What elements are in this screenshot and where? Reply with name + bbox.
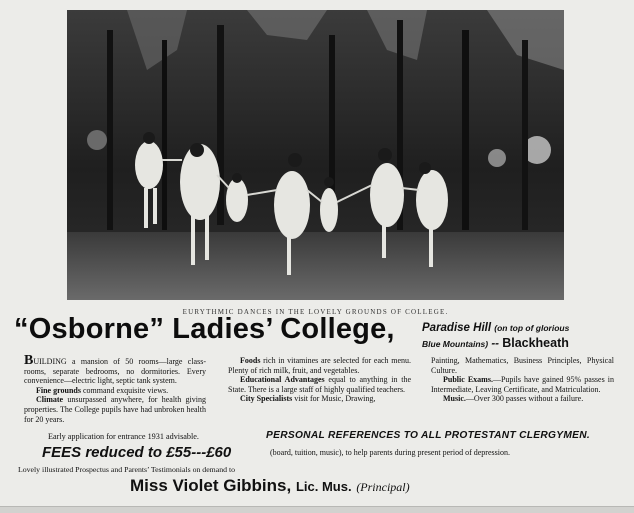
climate-text: unsurpassed anywhere, for health giving properties. The College pupils have had unbroken health for 20 years.	[24, 395, 206, 424]
exams-label: Public Exams.	[443, 375, 493, 385]
page-bottom-edge	[0, 506, 634, 513]
music-paragraph	[431, 394, 614, 404]
foods-text: rich in vitamines are selected for each menu. Plenty of rich milk, fruit, and vegetables.	[228, 356, 411, 375]
grounds-text: command exquisite views.	[80, 385, 169, 395]
location-note-1: (on top of glorious	[494, 323, 570, 333]
principal-qualification: Lic. Mus.	[295, 479, 352, 494]
education-paragraph	[228, 375, 411, 394]
specialists-label: City Specialists	[240, 394, 293, 404]
drop-cap: B	[24, 353, 34, 368]
education-label: Educational Advantages	[240, 375, 325, 385]
subjects-paragraph: Painting, Mathematics, Business Principles, Physical Culture.	[431, 356, 614, 375]
location-separator: --	[491, 338, 499, 350]
photograph-image	[67, 10, 564, 300]
early-application-note: Early application for entrance 1931 advisable.	[48, 432, 199, 441]
location-note-2: Blue Mountains)	[422, 339, 489, 349]
climate-paragraph	[24, 395, 206, 424]
location-town: Blackheath	[502, 336, 569, 350]
location-line-2	[422, 336, 569, 350]
prospectus-line: Lovely illustrated Prospectus and Parents’ Testimonials on demand to	[18, 465, 236, 474]
exams-text: —Pupils have gained 95% passes in Intermediate, Leaving Certificate, and Matriculation.	[431, 375, 614, 394]
foods-paragraph	[228, 356, 411, 375]
grounds-paragraph	[24, 386, 206, 396]
building-paragraph	[24, 353, 206, 386]
principal-role: (Principal)	[356, 480, 410, 494]
principal-signature	[130, 476, 410, 496]
location-line-1	[422, 322, 569, 334]
column-building	[24, 353, 206, 424]
grounds-label: Fine grounds	[36, 385, 81, 395]
building-text: UILDING a mansion of 50 rooms—large class-rooms, separate bedrooms, no dormitories. Every convenience—electric light, septic tank system.	[24, 357, 206, 386]
column-foods	[228, 356, 411, 404]
climate-label: Climate	[36, 395, 64, 405]
exams-paragraph	[431, 375, 614, 394]
education-text: equal to anything in the State. There is a large staff of highly qualified teachers.	[228, 375, 411, 394]
references-note: PERSONAL REFERENCES TO ALL PROTESTANT CLERGYMEN.	[266, 430, 591, 441]
music-label: Music.	[443, 394, 466, 404]
college-title: “Osborne” Ladies’ College,	[14, 313, 395, 345]
foods-label: Foods	[240, 356, 261, 365]
principal-name: Miss Violet Gibbins,	[130, 476, 292, 495]
specialists-paragraph	[228, 394, 411, 404]
specialists-text: visit for Music, Drawing,	[292, 394, 376, 404]
location-place: Paradise Hill	[422, 322, 492, 334]
music-text: —Over 300 passes without a failure.	[465, 394, 584, 404]
fees-note: (board, tuition, music), to help parents during present period of depression.	[270, 448, 510, 457]
dance-photograph	[67, 10, 564, 300]
fees-headline: FEES reduced to £55---£60	[42, 444, 232, 461]
photo-caption: EURYTHMIC DANCES IN THE LOVELY GROUNDS OF COLLEGE.	[182, 308, 449, 316]
column-exams	[431, 356, 614, 404]
